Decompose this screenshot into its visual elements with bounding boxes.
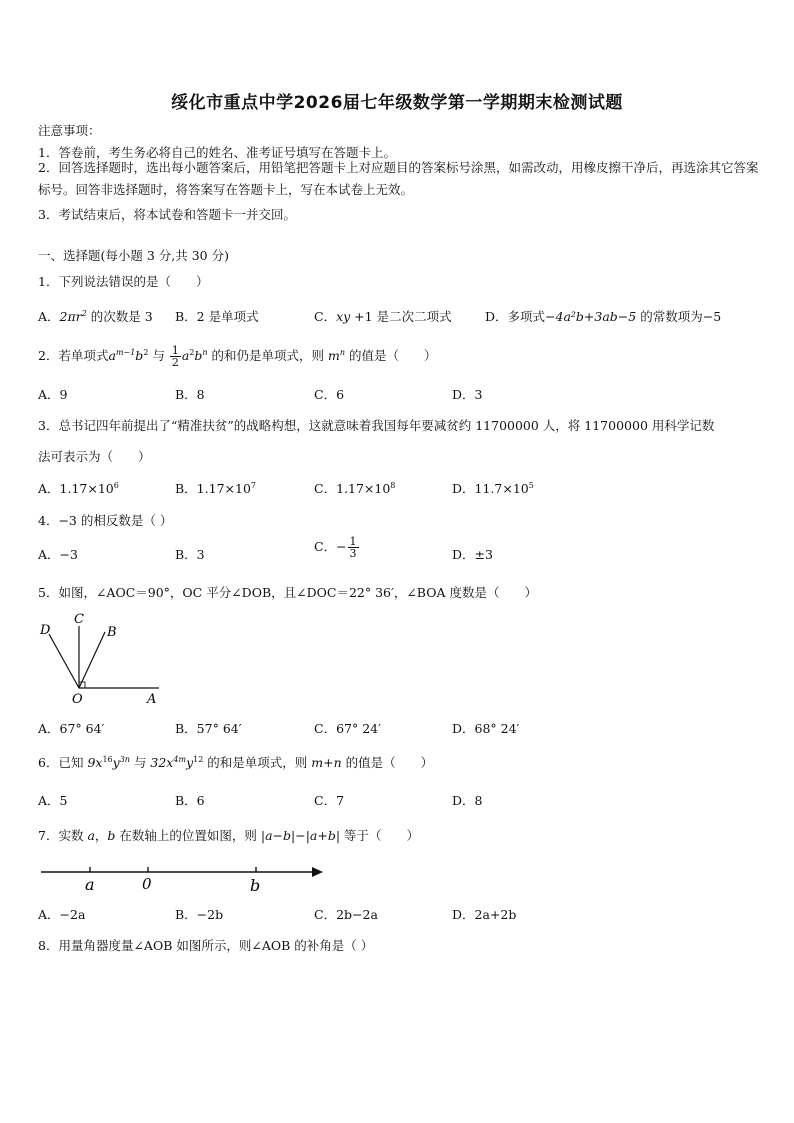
axis-label-zero: 0 <box>142 875 152 893</box>
label-o: O <box>72 692 83 707</box>
question-6-options <box>38 791 760 809</box>
question-7-stem: 7．实数 a，b 在数轴上的位置如图，则 |a−b|−|a+b| 等于（ ） <box>38 828 420 843</box>
q1-option-d: D．多项式−4a²b+3ab−5 的常数项为−5 <box>485 309 722 324</box>
fraction-half: $\frac{1}{2}$ <box>171 344 179 369</box>
q4-option-d: D．±3 <box>452 547 493 562</box>
q2-option-a: A．9 <box>38 387 68 402</box>
q6-option-d: D．8 <box>452 793 483 808</box>
page-title: 绥化市重点中学2026届七年级数学第一学期期末检测试题 <box>171 93 623 113</box>
q5-option-a: A．67° 64′ <box>38 721 105 736</box>
q1-option-a: A．$2\pi r^2$ 的次数是 3 <box>38 308 153 324</box>
label-c: C <box>74 612 84 627</box>
q4-option-a: A．−3 <box>38 547 78 562</box>
q7-option-d: D．2a+2b <box>452 907 517 922</box>
q6-option-c: C．7 <box>314 793 345 808</box>
q5-option-c: C．67° 24′ <box>314 721 381 736</box>
question-5-options <box>38 719 760 737</box>
label-b: B <box>107 625 117 640</box>
question-2-stem: 2．若单项式$a^{m-1}b^2$ 与 $\frac{1}{2}$ $a^2b^n$ 的和仍是单项式，则 $m^n$ 的值是（ ） <box>38 344 437 369</box>
question-5-stem: 5．如图，∠AOC＝90°，OC 平分∠DOB，且∠DOC＝22° 36′，∠BOA 度数是（ ） <box>38 585 537 600</box>
question-6-stem: 6．已知 $9x^{16}y^{3n}$ 与 $32x^{4m}y^{12}$ 的和是单项式，则 m+n 的值是（ ） <box>38 754 434 770</box>
q3-option-a: A．$1.17\times 10^6$ <box>38 480 119 496</box>
note-item-1: 1．答卷前，考生务必将自己的姓名、准考证号填写在答题卡上。 <box>38 145 396 160</box>
fraction-third: $\frac{1}{3}$ <box>349 535 357 560</box>
label-a: A <box>147 692 157 707</box>
q6-option-a: A．5 <box>38 793 68 808</box>
q7-option-c: C．2b−2a <box>314 907 378 922</box>
q3-option-d: D．$11.7\times 10^5$ <box>452 480 534 496</box>
number-line-diagram <box>38 858 330 894</box>
question-1-options <box>38 307 760 325</box>
q6-option-b: B．6 <box>175 793 205 808</box>
question-8-stem: 8．用量角器度量∠AOB 如图所示，则∠AOB 的补角是（ ） <box>38 938 374 953</box>
question-1-stem: 1．下列说法错误的是（ ） <box>38 274 209 289</box>
question-4-stem: 4．−3 的相反数是（ ） <box>38 513 173 528</box>
label-d: D <box>40 623 51 638</box>
question-7-options <box>38 905 760 923</box>
q2-option-c: C．6 <box>314 387 345 402</box>
q1-option-b: B．2 是单项式 <box>175 309 259 324</box>
q7-option-b: B．−2b <box>175 907 224 922</box>
question-3-options <box>38 479 760 497</box>
question-2-options <box>38 385 760 403</box>
q3-option-b: B．$1.17\times 10^7$ <box>175 480 256 496</box>
q5-option-d: D．68° 24′ <box>452 721 520 736</box>
axis-label-a: a <box>85 875 95 894</box>
angle-diagram <box>34 608 169 708</box>
question-4-options <box>38 535 760 563</box>
q3-option-c: C．$1.17\times 10^8$ <box>314 480 396 496</box>
question-3-stem-line-1: 3．总书记四年前提出了“精准扶贫”的战略构想，这就意味着我国每年要减贫约 11700000 人，将 11700000 用科学记数 <box>38 418 715 433</box>
q5-option-b: B．57° 64′ <box>175 721 242 736</box>
q4-option-c: C．− $\frac{1}{3}$ <box>314 535 357 560</box>
q1-option-c: C．xy +1 是二次二项式 <box>314 309 452 324</box>
section-heading: 一、选择题(每小题 3 分,共 30 分) <box>38 248 229 263</box>
axis-label-b: b <box>250 876 261 894</box>
note-item-3: 3．考试结束后，将本试卷和答题卡一并交回。 <box>38 207 296 222</box>
notes-heading: 注意事项： <box>38 123 101 138</box>
q7-option-a: A．−2a <box>38 907 86 922</box>
q4-option-b: B．3 <box>175 547 205 562</box>
q2-option-b: B．8 <box>175 387 205 402</box>
q2-option-d: D．3 <box>452 387 483 402</box>
question-3-stem-line-2: 法可表示为（ ） <box>38 449 151 464</box>
note-item-2: 2．回答选择题时，选出每小题答案后，用铅笔把答题卡上对应题目的答案标号涂黑，如需改动，用橡皮擦干净后，再选涂其它答案标号。回答非选择题时，将答案写在答题卡上，写在本试卷上无效。 <box>38 160 759 197</box>
